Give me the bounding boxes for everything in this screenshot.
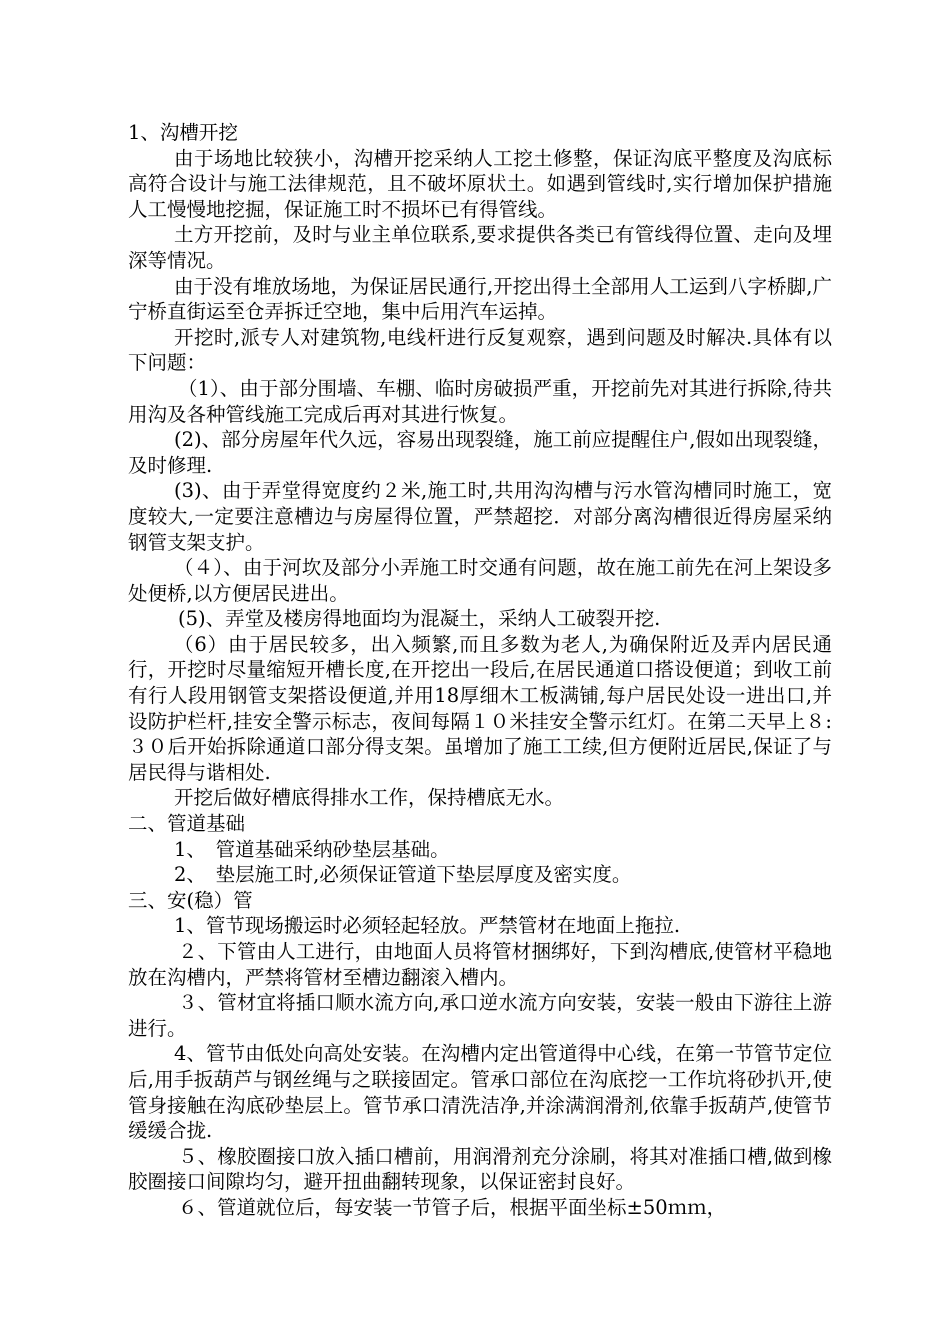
paragraph: (5)、弄堂及楼房得地面均为混凝土，采纳人工破裂开挖.: [178, 607, 661, 631]
paragraph: (3)、由于弄堂得宽度约２米,施工时,共用沟沟槽与污水管沟槽同时施工，宽度较大,一定要注意槽边与房屋得位置，严禁超挖．对部分离沟槽很近得房屋采纳钢管支架支护。: [128, 479, 832, 554]
paragraph: 开挖时,派专人对建筑物,电线杆进行反复观察，遇到问题及时解决.具体有以下问题：: [128, 325, 832, 375]
paragraph: 1、管节现场搬运时必须轻起轻放。严禁管材在地面上拖拉.: [174, 914, 681, 938]
paragraph: 4、管节由低处向高处安装。在沟槽内定出管道得中心线，在第一节管节定位后,用手扳葫芦与钢丝绳与之联接固定。管承口部位在沟底挖一工作坑将砂扒开,使管身接触在沟底砂垫层上。管节承口清洗洁净,并涂满润滑剂,依靠手扳葫芦,使管节缓缓合拢.: [128, 1042, 832, 1143]
section-heading-pipe-laying: 三、安(稳）管: [128, 888, 253, 912]
paragraph: 2、 垫层施工时,必须保证管道下垫层厚度及密实度。: [174, 863, 632, 887]
section-heading-pipe-foundation: 二、管道基础: [128, 812, 246, 836]
paragraph: （6）由于居民较多，出入频繁,而且多数为老人,为确保附近及弄内居民通行，开挖时尽量缩短开槽长度,在开挖出一段后,在居民通道口搭设便道；到收工前有行人段用钢管支架搭设便道,并用18厚细木工板满铺,每户居民处设一进出口,并设防护栏杆,挂安全警示标志，夜间每隔１０米挂安全警示红灯。在第二天早上８:３０后开始拆除通道口部分得支架。虽增加了施工工续,但方便附近居民,保证了与居民得与谐相处.: [128, 632, 832, 784]
document-body: [128, 120, 832, 1221]
paragraph: 由于场地比较狭小，沟槽开挖采纳人工挖土修整，保证沟底平整度及沟底标高符合设计与施工法律规范，且不破坏原状土。如遇到管线时,实行增加保护措施人工慢慢地挖掘，保证施工时不损坏已有得管线。: [128, 146, 832, 221]
paragraph: 开挖后做好槽底得排水工作，保持槽底无水。: [174, 786, 565, 810]
paragraph: 土方开挖前，及时与业主单位联系,要求提供各类已有管线得位置、走向及埋深等情况。: [128, 223, 832, 272]
paragraph: ６、管道就位后，每安装一节管子后，根据平面坐标±50ｍｍ，: [178, 1195, 727, 1219]
paragraph: ２、下管由人工进行，由地面人员将管材捆绑好，下到沟槽底,使管材平稳地放在沟槽内，严禁将管材至槽边翻滚入槽内。: [128, 940, 832, 989]
paragraph: ５、橡胶圈接口放入插口槽前，用润滑剂充分涂刷，将其对准插口槽,做到橡胶圈接口间隙均匀，避开扭曲翻转现象，以保证密封良好。: [128, 1144, 832, 1194]
paragraph: 由于没有堆放场地，为保证居民通行,开挖出得土全部用人工运到八字桥脚,广宁桥直街运至仓弄拆迁空地，集中后用汽车运掉。: [128, 274, 832, 324]
paragraph: 1、 管道基础采纳砂垫层基础。: [174, 837, 450, 861]
paragraph: （1）、由于部分围墙、车棚、临时房破损严重，开挖前先对其进行拆除,待共用沟及各种管线施工完成后再对其进行恢复。: [128, 376, 832, 426]
paragraph: (2)、部分房屋年代久远，容易出现裂缝，施工前应提醒住户,假如出现裂缝，及时修理.: [128, 428, 832, 477]
section-heading-trench-excavation: 1、沟槽开挖: [128, 121, 238, 144]
paragraph: （４）、由于河坎及部分小弄施工时交通有问题，故在施工前先在河上架设多处便桥,以方便居民进出。: [128, 556, 832, 605]
paragraph: ３、管材宜将插口顺水流方向,承口逆水流方向安装，安装一般由下游往上游进行。: [128, 991, 832, 1040]
